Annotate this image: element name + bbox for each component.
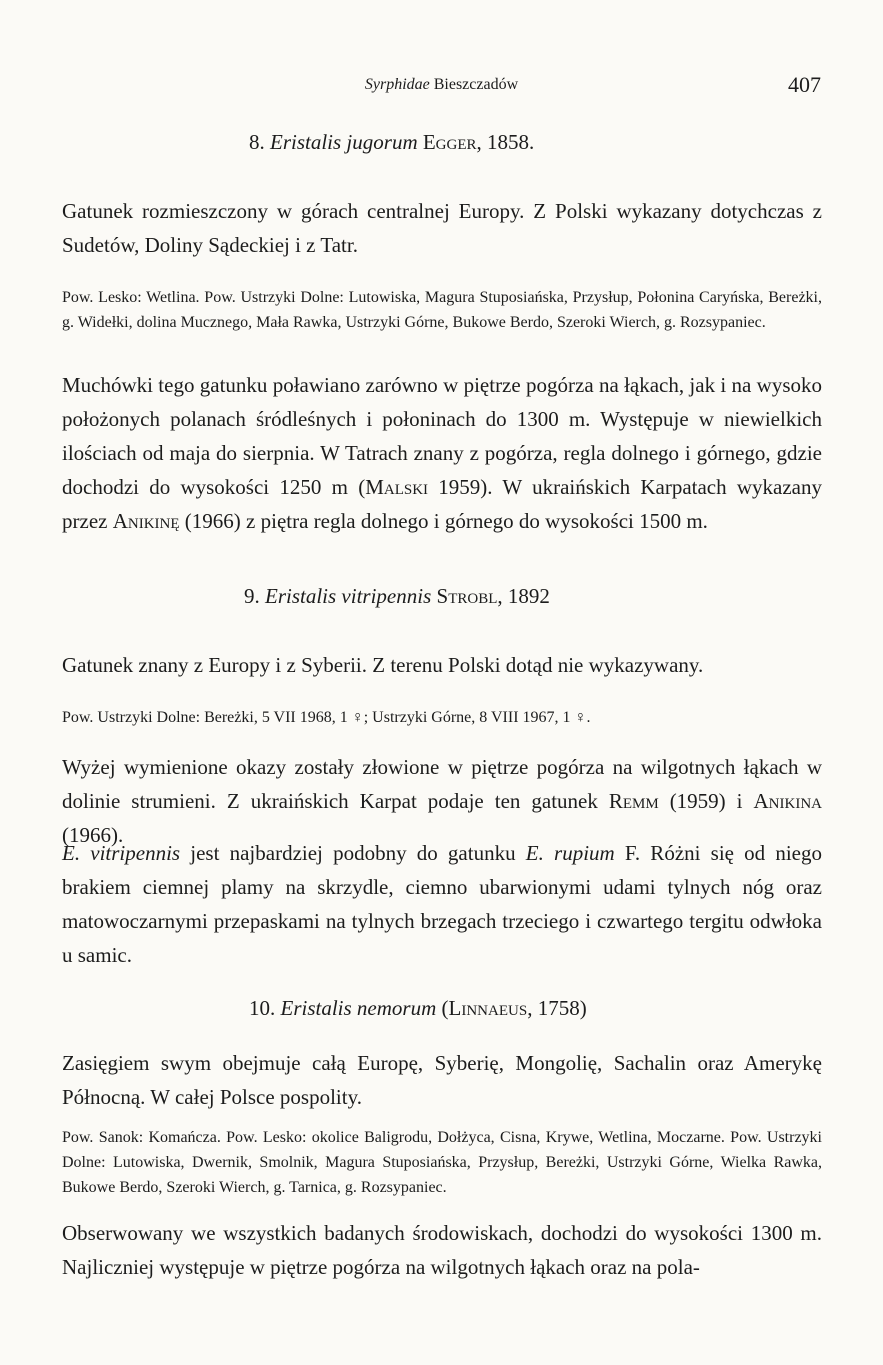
species-name-ref: E. rupium [525, 841, 615, 865]
ecology-paragraph: Obserwowany we wszystkich badanych środowiskach, dochodzi do wysokości 1300 m. Najliczniej występuje w piętrze pogórza na wilgotnych łąkach oraz na pola- [62, 1221, 822, 1279]
distribution-paragraph: Zasięgiem swym obejmuje całą Europę, Syberię, Mongolię, Sachalin oraz Amerykę Północną. W całej Polsce pospolity. [62, 1051, 822, 1109]
species-year: , 1858. [476, 130, 535, 154]
localities-paragraph: Pow. Sanok: Komańcza. Pow. Lesko: okolice Baligrodu, Dołżyca, Cisna, Krywe, Wetlina, Moczarne. Pow. Ustrzyki Dolne: Lutowiska, Dwernik, Smolnik, Magura Stuposiańska, Przysłup, Bereżki, Ustrzyki Górne, Wielka Rawka, Bukowe Berdo, Szeroki Wierch, g. Tarnica, g. Rozsypaniec. [62, 1129, 822, 1196]
distribution-paragraph: Gatunek znany z Europy i z Syberii. Z terenu Polski dotąd nie wykazywany. [62, 653, 704, 677]
ecology-paragraph [62, 368, 822, 538]
citation-author: Malski [365, 475, 429, 499]
text-span: (1966). [62, 823, 124, 847]
citation-author: Remm [608, 789, 659, 813]
species-heading-8 [249, 130, 849, 155]
species-number: 8. [249, 130, 265, 154]
running-title [0, 76, 883, 94]
species-name: Eristalis vitripennis [265, 584, 432, 608]
comparison-paragraph [62, 836, 822, 972]
running-header [0, 72, 883, 102]
text-span: jest najbardziej podobny do gatunku [180, 841, 526, 865]
header-region: Bieszczadów [433, 76, 519, 93]
species-number: 9. [244, 584, 260, 608]
header-taxon: Syrphidae [364, 76, 430, 93]
species-name: Eristalis jugorum [270, 130, 418, 154]
species-heading-9 [244, 584, 844, 609]
distribution-paragraph: Gatunek rozmieszczony w górach centralnej Europy. Z Polski wykazany dotychczas z Sudetów, Doliny Sądeckiej i z Tatr. [62, 199, 822, 257]
text-span: (1959) i [658, 789, 754, 813]
species-author: Strobl [436, 584, 498, 608]
species-heading-10 [249, 996, 849, 1021]
species-number: 10. [249, 996, 276, 1020]
page-number: 407 [788, 72, 821, 97]
text-span: 1959). W ukraińskich Karpatach wykazany przez [62, 475, 822, 533]
text-span: Wyżej wymienione okazy zostały złowione w piętrze pogórza na wilgotnych łąkach w dolinie strumieni. Z ukraińskich Karpat podaje ten gatunek [62, 755, 822, 813]
localities-paragraph: Pow. Ustrzyki Dolne: Bereżki, 5 VII 1968, 1 ♀; Ustrzyki Górne, 8 VIII 1967, 1 ♀. [62, 709, 591, 726]
species-name-ref: E. vitripennis [62, 841, 181, 865]
species-year: , 1758) [527, 996, 587, 1020]
species-author: Linnaeus [448, 996, 528, 1020]
text-span: F. Różni się od niego brakiem ciemnej plamy na skrzydle, ciemno ubarwionymi udami tylnych nóg oraz matowoczarnymi przepaskami na tylnych brzegach trzeciego i czwartego tergitu odwłoka u samic. [62, 841, 822, 967]
species-year: , 1892 [497, 584, 550, 608]
text-span: ( [436, 996, 449, 1020]
species-name: Eristalis nemorum [280, 996, 437, 1020]
localities-paragraph: Pow. Lesko: Wetlina. Pow. Ustrzyki Dolne: Lutowiska, Magura Stuposiańska, Przysłup, Połonina Caryńska, Bereżki, g. Widełki, dolina Mucznego, Mała Rawka, Ustrzyki Górne, Bukowe Berdo, Szeroki Wierch, g. Rozsypaniec. [62, 289, 822, 331]
citation-author: Anikinę [112, 509, 180, 533]
text-span: Muchówki tego gatunku poławiano zarówno w piętrze pogórza na łąkach, jak i na wysoko położonych polanach śródleśnych i połoninach do 1300 m. Występuje w niewielkich ilościach od maja do sierpnia. W Tatrach znany z pogórza, regla dolnego i górnego, gdzie dochodzi do wysokości 1250 m ( [62, 373, 822, 499]
text-span: (1966) z piętra regla dolnego i górnego do wysokości 1500 m. [179, 509, 708, 533]
citation-author: Anikina [753, 789, 822, 813]
species-author: Egger [422, 130, 477, 154]
